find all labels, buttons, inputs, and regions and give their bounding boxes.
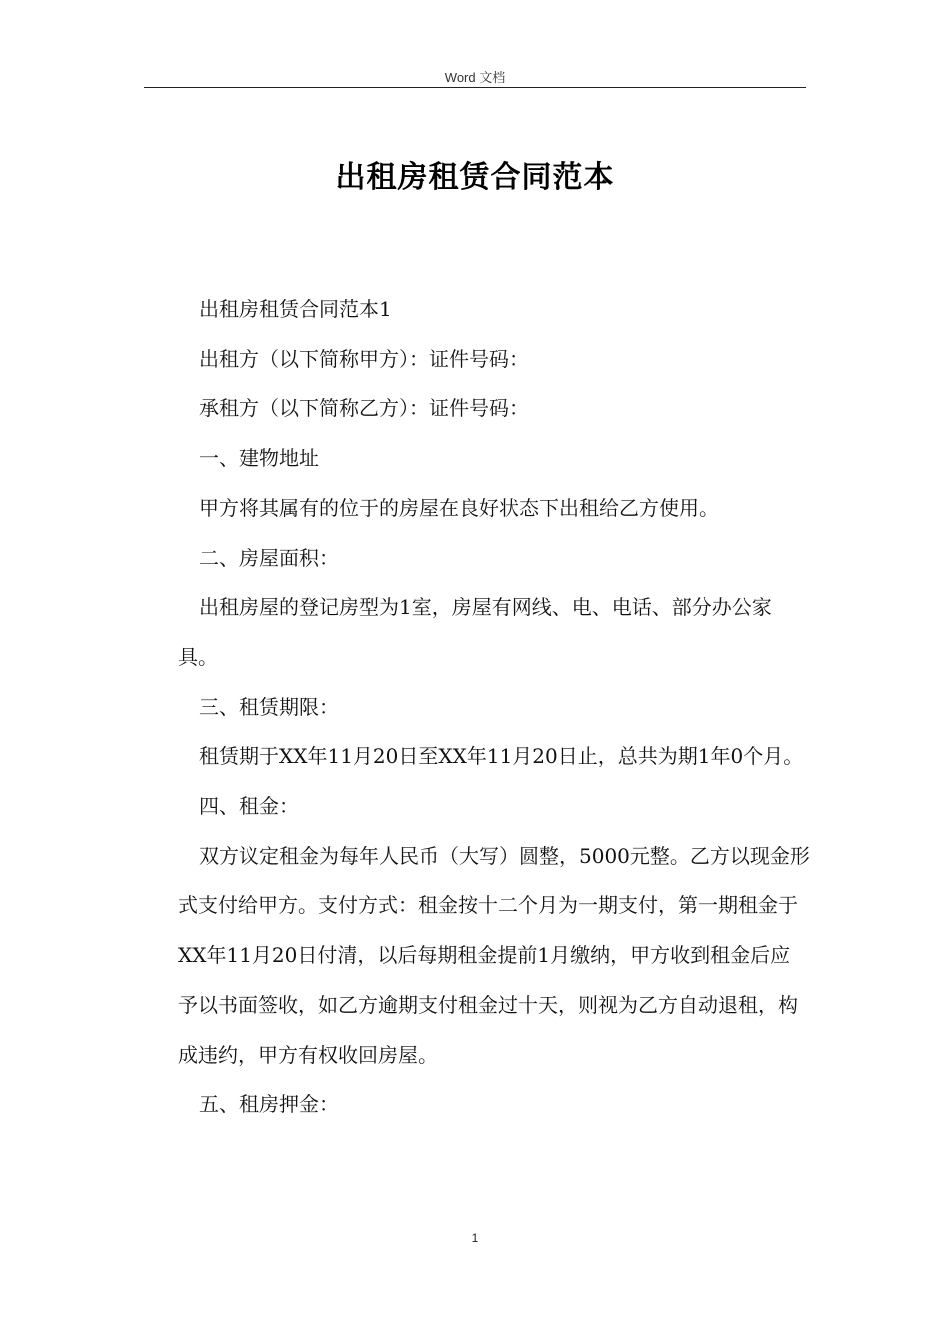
paragraph-contract-heading: 出租房租赁合同范本1: [199, 297, 392, 321]
page-number: 1: [471, 1231, 479, 1245]
section-heading-deposit: 五、租房押金：: [199, 1092, 339, 1117]
section-heading-address: 一、建物地址: [199, 446, 319, 471]
page-header: Word 文档: [444, 70, 506, 85]
paragraph-address: 甲方将其属有的位于的房屋在良好状态下出租给乙方使用。: [199, 495, 719, 520]
document-title: 出租房租赁合同范本: [335, 160, 615, 195]
paragraph-lessee: 承租方（以下简称乙方）：证件号码：: [199, 396, 529, 421]
header-divider: [144, 87, 806, 88]
section-heading-rent: 四、租金：: [199, 794, 299, 819]
paragraph-lessor: 出租方（以下简称甲方）：证件号码：: [199, 346, 529, 371]
section-heading-term: 三、租赁期限：: [199, 694, 339, 719]
paragraph-area: 出租房屋的登记房型为1室，房屋有网线、电、电话、部分办公家具。: [178, 595, 772, 669]
paragraph-rent: 双方议定租金为每年人民币（大写）圆整，5000元整。乙方以现金形式支付给甲方。支付方式：租金按十二个月为一期支付，第一期租金于XX年11月20日付清，以后每期租金提前1月缴纳，甲方收到租金后应予以书面签收，如乙方逾期支付租金过十天，则视为乙方自动退租，构成违约，甲方有权收回房屋。: [178, 843, 810, 1067]
document-body: [178, 285, 810, 1130]
paragraph-term: 租赁期于XX年11月20日至XX年11月20日止，总共为期1年0个月。: [199, 744, 804, 769]
section-heading-area: 二、房屋面积：: [199, 545, 339, 570]
